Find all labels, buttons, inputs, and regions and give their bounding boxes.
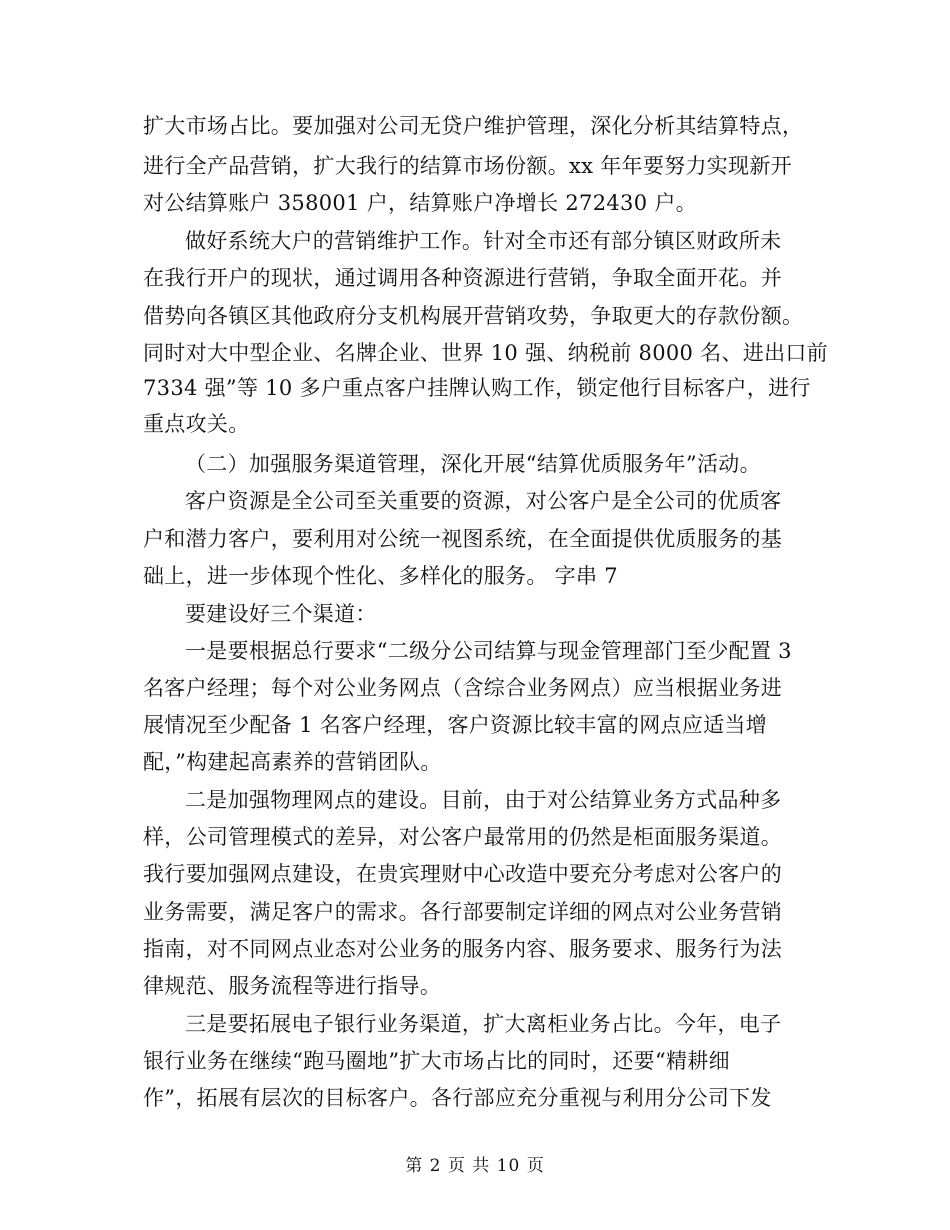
paragraph-line: 业务需要，满足客户的需求。各行部要制定详细的网点对公业务营销 [143, 900, 782, 924]
paragraph-line: 客户资源是全公司至关重要的资源，对公客户是全公司的优质客 [185, 489, 782, 513]
paragraph-line: 进行全产品营销，扩大我行的结算市场份额。xx 年年要努力实现新开 [143, 154, 792, 178]
paragraph-line: 扩大市场占比。要加强对公司无贷户维护管理，深化分析其结算特点， [143, 114, 804, 138]
paragraph-line: 对公结算账户 358001 户，结算账户净增长 272430 户。 [143, 191, 697, 215]
paragraph-line: 律规范、服务流程等进行指导。 [143, 974, 442, 998]
paragraph-line: 做好系统大户的营销维护工作。针对全市还有部分镇区财政所未 [185, 229, 782, 253]
paragraph-line: 础上，进一步体现个性化、多样化的服务。 字串 7 [143, 564, 618, 588]
paragraph-line: 作”，拓展有层次的目标客户。各行部应充分重视与利用分公司下发 [143, 1086, 772, 1110]
paragraph-line: 借势向各镇区其他政府分支机构展开营销攻势，争取更大的存款份额。 [143, 304, 804, 328]
paragraph-line: 同时对大中型企业、名牌企业、世界 10 强、纳税前 8000 名、进出口前 [143, 341, 828, 365]
paragraph-line: 展情况至少配备 1 名客户经理，客户资源比较丰富的网点应适当增 [143, 713, 768, 737]
paragraph-line: 指南，对不同网点业态对公业务的服务内容、服务要求、服务行为法 [143, 937, 782, 961]
paragraph-line: 银行业务在继续“跑马圈地”扩大市场占比的同时，还要“精耕细 [143, 1049, 730, 1073]
paragraph-line: 名客户经理；每个对公业务网点（含综合业务网点）应当根据业务进 [143, 676, 782, 700]
paragraph-line: 配，”构建起高素养的营销团队。 [143, 750, 442, 774]
paragraph-line: 我行要加强网点建设，在贵宾理财中心改造中要充分考虑对公客户的 [143, 862, 782, 886]
paragraph-line: 一是要根据总行要求“二级分公司结算与现金管理部门至少配置 3 [185, 639, 792, 663]
paragraph-line: 样，公司管理模式的差异，对公客户最常用的仍然是柜面服务渠道。 [143, 825, 782, 849]
paragraph-line: 重点攻关。 [143, 412, 250, 436]
page-number: 第 2 页 共 10 页 [405, 1156, 545, 1176]
paragraph-line: 7334 强”等 10 多户重点客户挂牌认购工作，锁定他行目标客户，进行 [143, 376, 811, 400]
paragraph-line: 二是加强物理网点的建设。目前，由于对公结算业务方式品种多 [185, 788, 782, 812]
paragraph-line: 三是要拓展电子银行业务渠道，扩大离柜业务占比。今年，电子 [185, 1012, 782, 1036]
paragraph-line: 要建设好三个渠道： [185, 602, 377, 626]
paragraph-line: 在我行开户的现状，通过调用各种资源进行营销，争取全面开花。并 [143, 266, 782, 290]
section-heading: （二）加强服务渠道管理，深化开展“结算优质服务年”活动。 [185, 452, 761, 476]
paragraph-line: 户和潜力客户，要利用对公统一视图系统，在全面提供优质服务的基 [143, 527, 782, 551]
